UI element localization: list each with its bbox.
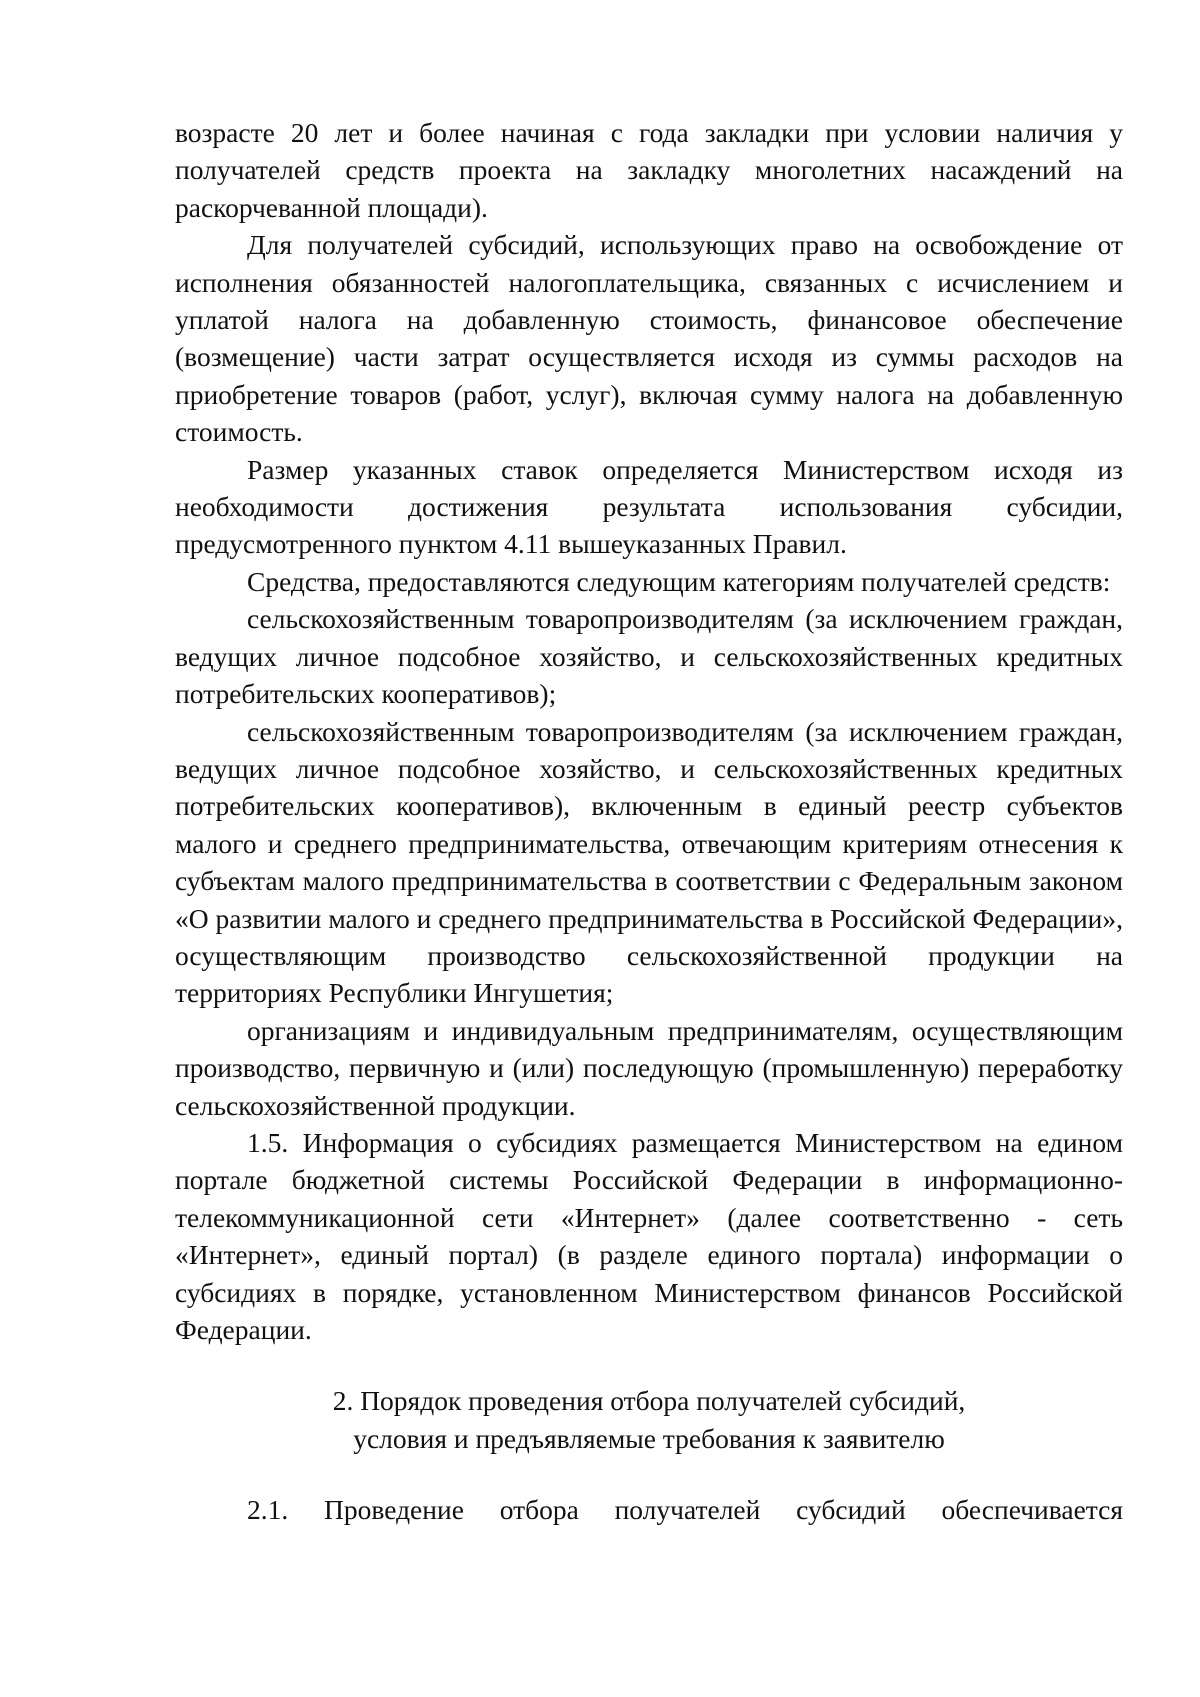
paragraph-vat-exemption: Для получателей субсидий, использующих право на освобождение от исполнения обязанностей налогоплательщика, связанных с исчислением и уплатой налога на добавленную стоимость, финансовое обеспечение (возмещение) части затрат осуществляется исходя из суммы расходов на приобретение товаров (работ, услуг), включая сумму налога на добавленную стоимость. (175, 229, 1123, 448)
paragraph-2-1-selection: 2.1. Проведение отбора получателей субсидий обеспечивается (247, 1494, 1123, 1526)
section-heading (175, 1382, 1123, 1457)
section-heading-line-2: условия и предъявляемые требования к заявителю (353, 1422, 945, 1454)
paragraph-category-processing: организациям и индивидуальным предпринимателям, осуществляющим производство, первичную и (или) последующую (промышленную) переработку сельскохозяйственной продукции. (175, 1014, 1123, 1121)
paragraph-category-producers: сельскохозяйственным товаропроизводителям (за исключением граждан, ведущих личное подсобное хозяйство, и сельскохозяйственных кредитных потребительских кооперативов); (175, 603, 1123, 710)
section-heading-line-1: 2. Порядок проведения отбора получателей субсидий, (332, 1385, 966, 1417)
paragraph-rates-size: Размер указанных ставок определяется Министерством исходя из необходимости достижения результата использования субсидии, предусмотренного пунктом 4.11 вышеуказанных Правил. (175, 453, 1123, 560)
paragraph-recipient-categories: Средства, предоставляются следующим категориям получателей средств: (247, 565, 1111, 597)
paragraph-1-5-information: 1.5. Информация о субсидиях размещается Министерством на едином портале бюджетной системы Российской Федерации в информационно-телекоммуникационной сети «Интернет» (далее соответственно - сеть «Интернет», единый портал) (в разделе единого портала) информации о субсидиях в порядке, установленном Министерством финансов Российской Федерации. (175, 1126, 1123, 1345)
document-body (175, 114, 1123, 1529)
paragraph-category-small-business: сельскохозяйственным товаропроизводителям (за исключением граждан, ведущих личное подсобное хозяйство, и сельскохозяйственных кредитных потребительских кооперативов), включенным в единый реестр субъектов малого и среднего предпринимательства, отвечающим критериям отнесения к субъектам малого предпринимательства в соответствии с Федеральным законом «О развитии малого и среднего предпринимательства в Российской Федерации», осуществляющим производство сельскохозяйственной продукции на территориях Республики Ингушетия; (175, 715, 1124, 1009)
paragraph-continuation: возрасте 20 лет и более начиная с года закладки при условии наличия у получателей средств проекта на закладку многолетних насаждений на раскорчеванной площади). (175, 117, 1123, 223)
